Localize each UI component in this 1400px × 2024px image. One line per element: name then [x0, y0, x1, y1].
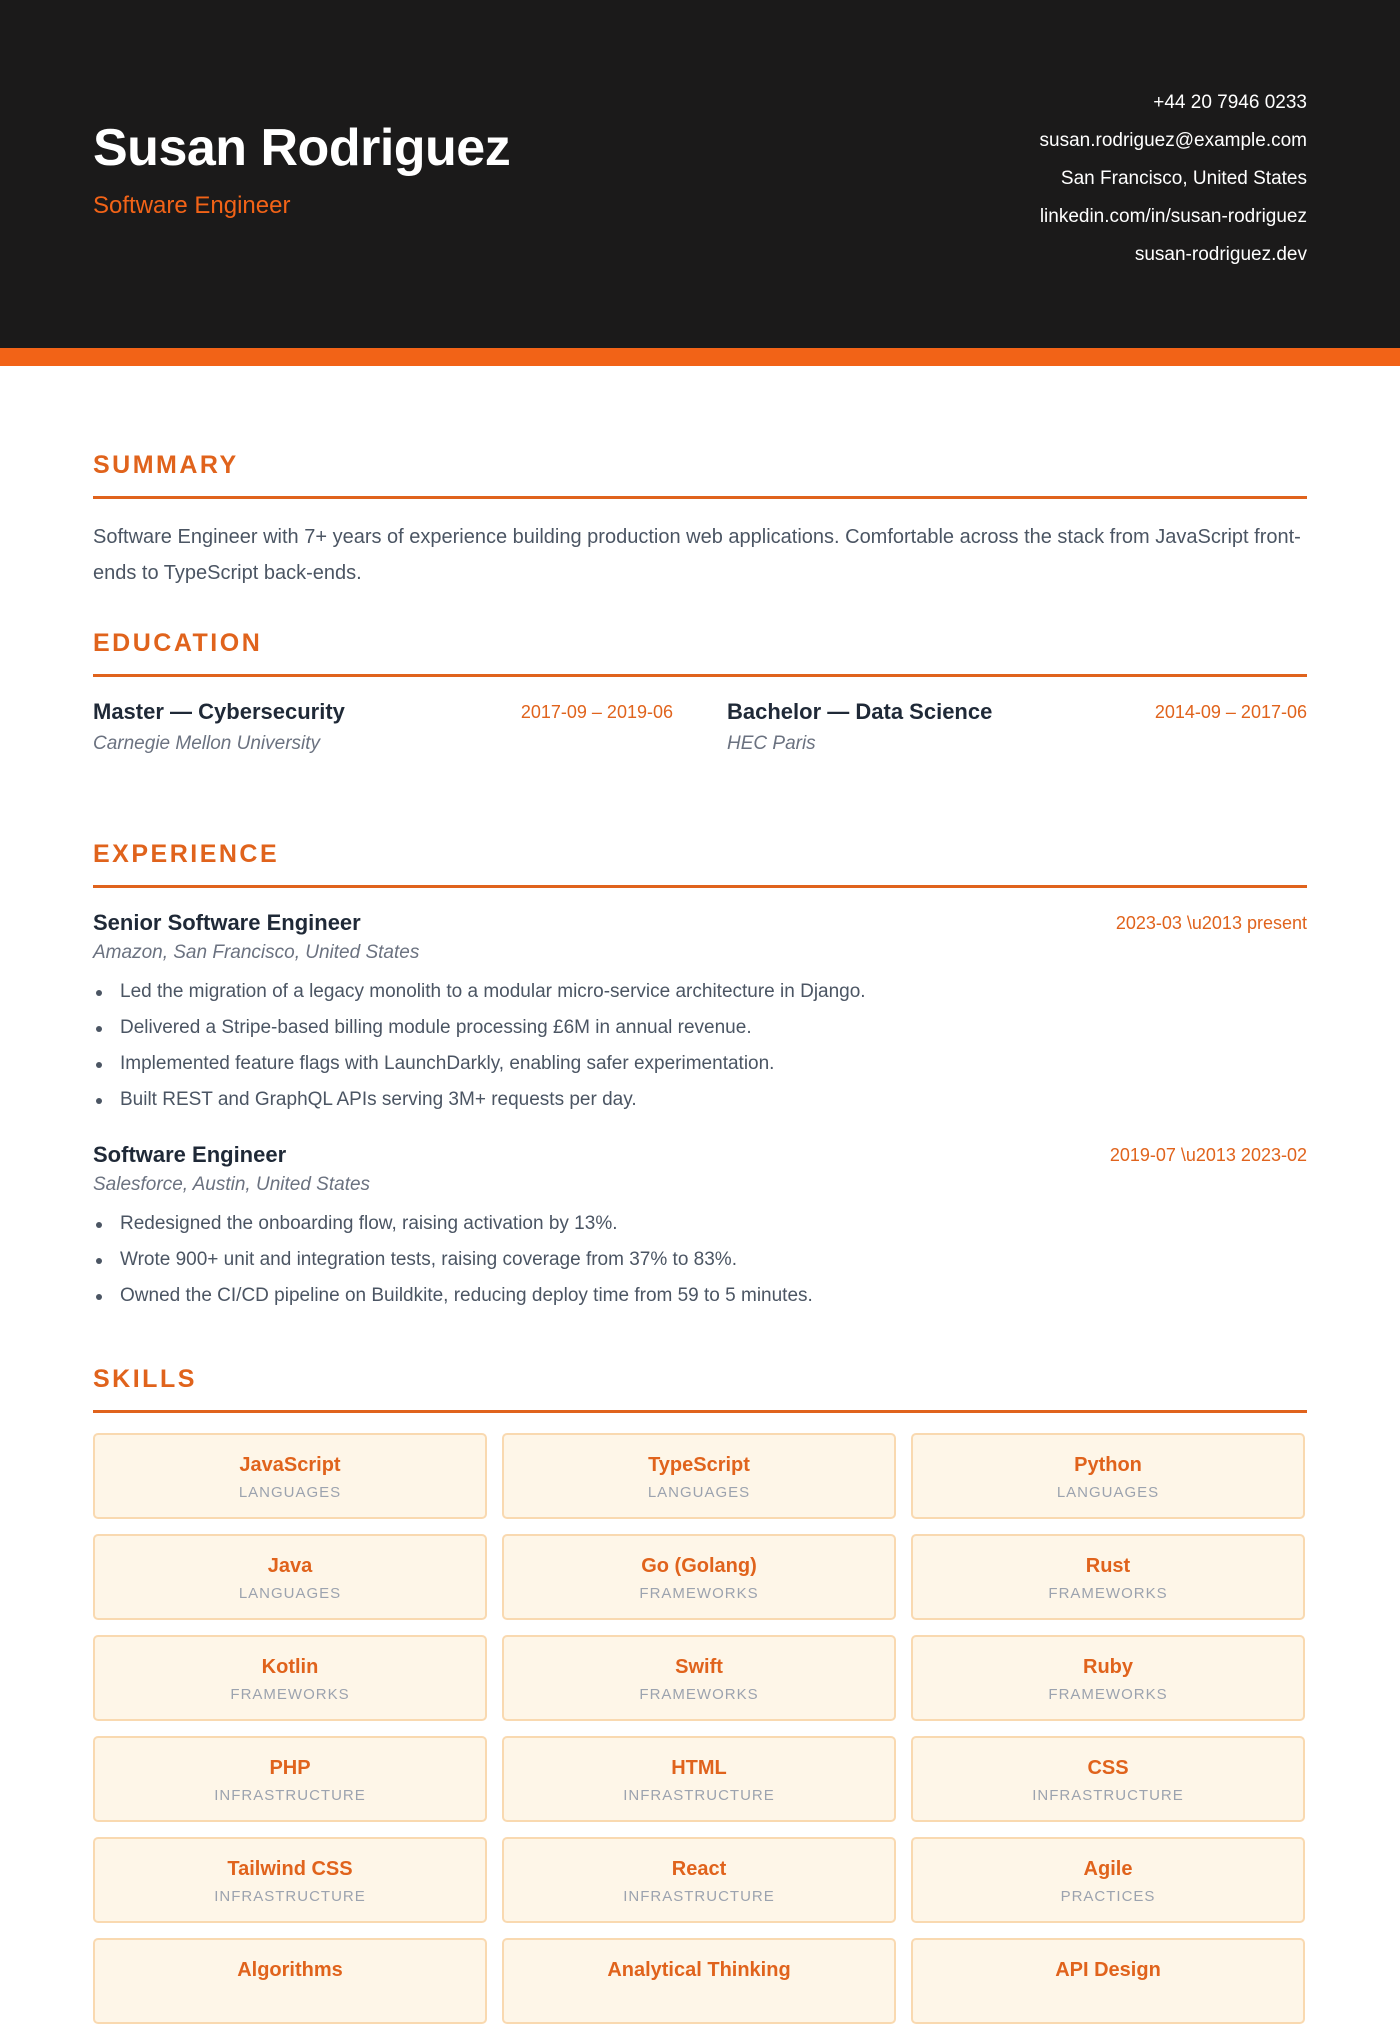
skill-name: Java [267, 1555, 313, 1577]
skills-grid [93, 1433, 1307, 2024]
skill-card [911, 1736, 1305, 1822]
education-degree: Master — Cybersecurity [93, 699, 345, 724]
skill-name: PHP [269, 1757, 311, 1779]
candidate-title: Software Engineer [93, 192, 291, 219]
education-item [727, 699, 1307, 755]
skill-name: JavaScript [239, 1454, 341, 1476]
skill-name: Python [1074, 1454, 1142, 1476]
education-heading: EDUCATION [93, 629, 263, 657]
skill-category: INFRASTRUCTURE [623, 1888, 775, 1905]
skill-card [93, 1938, 487, 2024]
skill-name: API Design [1055, 1959, 1161, 1981]
education-dates: 2017-09 – 2019-06 [520, 702, 673, 722]
job-dates: 2023-03 \u2013 present [1115, 913, 1307, 933]
job-bullets [93, 974, 1307, 1118]
section-divider [93, 674, 1307, 677]
skill-name: Kotlin [261, 1656, 319, 1678]
section-divider [93, 496, 1307, 499]
job-bullet: Delivered a Stripe-based billing module processing £6M in annual revenue. [93, 1010, 1307, 1046]
job-bullet: Implemented feature flags with LaunchDarkly, enabling safer experimentation. [93, 1046, 1307, 1082]
education-item [93, 699, 673, 755]
education-list [93, 699, 1307, 789]
skill-category: FRAMEWORKS [639, 1686, 759, 1703]
skill-category: FRAMEWORKS [1048, 1686, 1168, 1703]
skill-category: FRAMEWORKS [639, 1585, 759, 1602]
skill-name: Rust [1085, 1555, 1131, 1577]
contact-linkedin[interactable]: linkedin.com/in/susan-rodriguez [1039, 206, 1307, 227]
skill-name: HTML [671, 1757, 727, 1779]
skill-card [93, 1534, 487, 1620]
section-divider [93, 1410, 1307, 1413]
skill-name: Ruby [1083, 1656, 1133, 1678]
skill-card [911, 1534, 1305, 1620]
skill-name: CSS [1087, 1757, 1129, 1779]
skill-category: INFRASTRUCTURE [214, 1888, 366, 1905]
job-title: Senior Software Engineer [93, 910, 361, 935]
summary-section [93, 448, 1307, 611]
summary-heading: SUMMARY [93, 451, 239, 479]
contact-location: San Francisco, United States [1060, 168, 1307, 189]
job-entry [93, 910, 1307, 1118]
contact-phone: +44 20 7946 0233 [1153, 92, 1307, 113]
skills-section [93, 1362, 1307, 2024]
skill-card [93, 1635, 487, 1721]
skill-card [93, 1736, 487, 1822]
summary-text: Software Engineer with 7+ years of experience building production web applications. Comfortable across the stack from JavaScript front-ends to TypeScript back-ends. [93, 526, 1301, 584]
candidate-name: Susan Rodriguez [93, 119, 511, 177]
skill-card [911, 1635, 1305, 1721]
section-divider [93, 885, 1307, 888]
job-bullet: Wrote 900+ unit and integration tests, raising coverage from 37% to 83%. [93, 1242, 1307, 1278]
skill-card [502, 1534, 896, 1620]
experience-heading: EXPERIENCE [93, 840, 280, 868]
skill-category: FRAMEWORKS [230, 1686, 350, 1703]
skill-name: React [671, 1858, 727, 1880]
skill-name: Algorithms [237, 1959, 343, 1981]
contact-email[interactable]: susan.rodriguez@example.com [1039, 130, 1307, 151]
skill-category: FRAMEWORKS [1048, 1585, 1168, 1602]
job-bullet: Led the migration of a legacy monolith to a modular micro-service architecture in Django. [93, 974, 1307, 1010]
skill-card [502, 1837, 896, 1923]
skill-card [911, 1837, 1305, 1923]
job-bullet: Built REST and GraphQL APIs serving 3M+ requests per day. [93, 1082, 1307, 1118]
skill-card [502, 1938, 896, 2024]
skill-name: Go (Golang) [641, 1555, 757, 1577]
skill-category: LANGUAGES [647, 1484, 751, 1501]
education-school: HEC Paris [727, 733, 816, 754]
skill-name: TypeScript [648, 1454, 750, 1476]
skill-category: LANGUAGES [238, 1585, 342, 1602]
skill-name: Tailwind CSS [227, 1858, 353, 1880]
skill-card [502, 1635, 896, 1721]
skill-category: INFRASTRUCTURE [214, 1787, 366, 1804]
job-title: Software Engineer [93, 1142, 287, 1167]
experience-section [93, 837, 1307, 1314]
skill-card [502, 1433, 896, 1519]
education-section [93, 626, 1307, 789]
education-degree: Bachelor — Data Science [727, 699, 993, 724]
skill-card [911, 1433, 1305, 1519]
skill-category: LANGUAGES [1056, 1484, 1160, 1501]
job-bullet: Owned the CI/CD pipeline on Buildkite, reducing deploy time from 59 to 5 minutes. [93, 1278, 1307, 1314]
contact-website[interactable]: susan-rodriguez.dev [1134, 244, 1307, 265]
resume-header [0, 0, 1400, 348]
skill-category: INFRASTRUCTURE [1032, 1787, 1184, 1804]
header-accent-stripe [0, 348, 1400, 366]
skill-name: Agile [1083, 1858, 1133, 1880]
skill-card [502, 1736, 896, 1822]
skills-heading: SKILLS [93, 1365, 197, 1393]
job-company: Amazon, San Francisco, United States [93, 942, 420, 963]
job-dates: 2019-07 \u2013 2023-02 [1109, 1145, 1307, 1165]
skill-card [911, 1938, 1305, 2024]
skill-category: PRACTICES [1060, 1888, 1156, 1905]
job-entry [93, 1142, 1307, 1314]
skill-card [93, 1837, 487, 1923]
skill-category: LANGUAGES [238, 1484, 342, 1501]
skill-category: INFRASTRUCTURE [623, 1787, 775, 1804]
job-bullets [93, 1206, 1307, 1314]
job-bullet: Redesigned the onboarding flow, raising activation by 13%. [93, 1206, 1307, 1242]
education-dates: 2014-09 – 2017-06 [1154, 702, 1307, 722]
job-company: Salesforce, Austin, United States [93, 1174, 371, 1195]
education-school: Carnegie Mellon University [93, 733, 321, 754]
skill-card [93, 1433, 487, 1519]
skill-name: Swift [675, 1656, 723, 1678]
skill-name: Analytical Thinking [607, 1959, 791, 1981]
contact-info [1040, 84, 1307, 274]
